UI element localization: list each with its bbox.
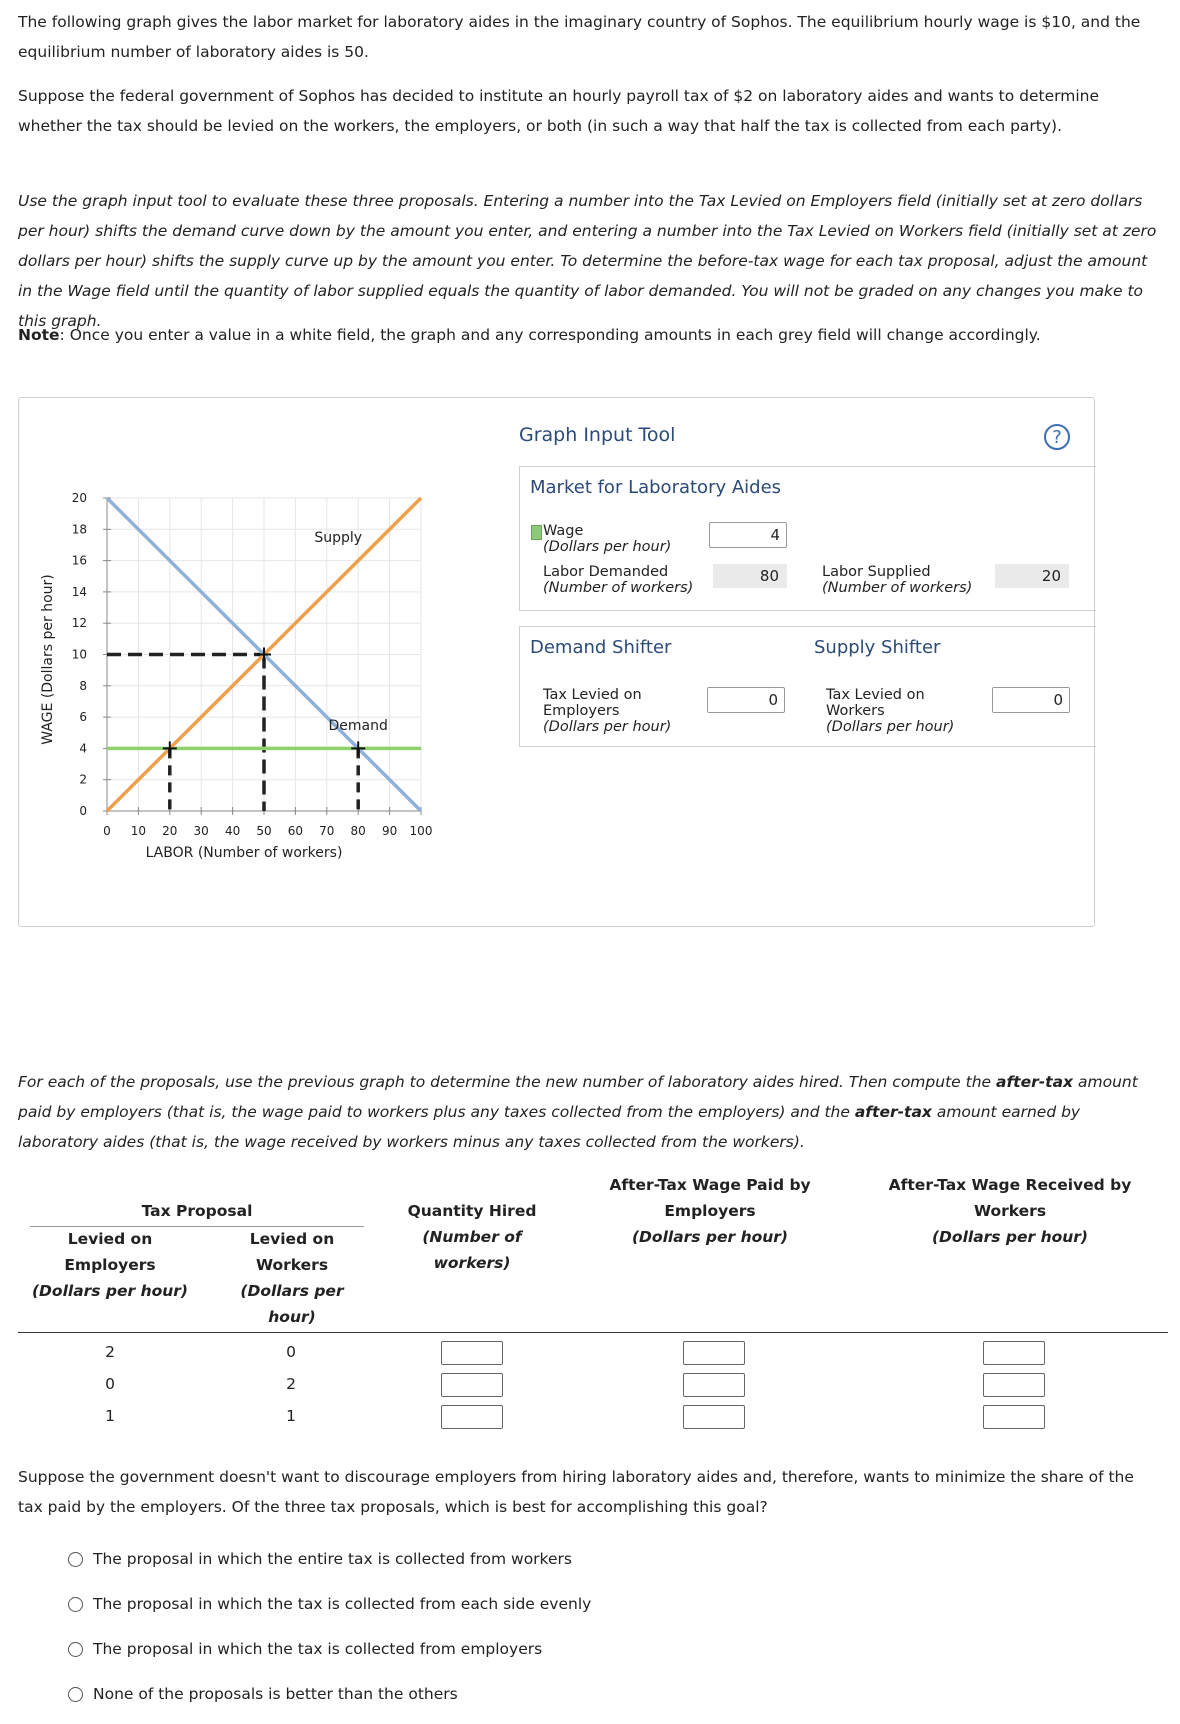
- x-tick-label: 100: [409, 824, 433, 838]
- row3-wage-paid-input[interactable]: [683, 1405, 745, 1429]
- col-header-workers: [222, 1226, 362, 1330]
- radio-button[interactable]: [68, 1642, 83, 1657]
- x-tick-label: 20: [162, 824, 178, 838]
- x-tick-label: 90: [381, 824, 398, 838]
- option-employers[interactable]: [68, 1640, 542, 1658]
- x-tick-label: 70: [319, 824, 335, 838]
- option-label: The proposal in which the entire tax is collected from workers: [93, 1550, 572, 1568]
- instructions-paragraph: Use the graph input tool to evaluate these three proposals. Entering a number into the Tax Levied on Employers field (initially set at zero dollars per hour) shifts the demand curve down by the amount you enter, and entering a number into the Tax Levied on Workers field (initially set at zero dollars per hour) shifts the supply curve up by the amount you enter. To determine the before-tax wage for each tax proposal, adjust the amount in the Wage field until the quantity of labor supplied equals the quantity of labor demanded. You will not be graded on any changes you make to this graph.: [18, 192, 1157, 330]
- option-evenly[interactable]: [68, 1595, 591, 1613]
- col-header-workers-line2: Workers: [255, 1256, 329, 1274]
- col-header-workers-line1: Levied on: [249, 1230, 335, 1248]
- option-none[interactable]: [68, 1685, 458, 1703]
- option-workers[interactable]: [68, 1550, 572, 1568]
- market-section: [519, 466, 1096, 611]
- option-label: None of the proposals is better than the others: [93, 1685, 458, 1703]
- employer-tax-label-line1: Tax Levied on: [543, 687, 642, 703]
- employer-tax-unit: (Dollars per hour): [543, 719, 672, 735]
- labor-supplied-label: [822, 564, 972, 596]
- worker-tax-label-line2: Workers: [826, 703, 885, 719]
- shifter-section: [519, 626, 1096, 747]
- x-axis-label: LABOR (Number of workers): [145, 845, 343, 861]
- row2-employers-tax: 0: [105, 1375, 115, 1393]
- col-header-quantity: [392, 1198, 552, 1276]
- wage-label-text: Wage: [543, 523, 584, 539]
- x-tick-label: 10: [130, 824, 147, 838]
- x-tick-label: 80: [350, 824, 366, 838]
- question-text-b: amount paid by employers (that is, the wage paid to workers plus any taxes collected from the employers) and the: [18, 1073, 1138, 1121]
- col-header-employers: [25, 1226, 195, 1304]
- intro-paragraph-2: Suppose the federal government of Sophos has decided to institute an hourly payroll tax of $2 on laboratory aides and wants to determine whether the tax should be levied on the workers, the employers, or both (in such a way that half the tax is collected from each party).: [18, 87, 1100, 135]
- y-tick-label: 16: [71, 553, 87, 568]
- row3-workers-tax: 1: [286, 1407, 296, 1425]
- row1-workers-tax: 0: [286, 1343, 296, 1361]
- wage-input[interactable]: 4: [709, 522, 787, 548]
- y-tick-label: 12: [71, 616, 87, 631]
- col-header-wage-paid-line2: Employers: [664, 1202, 756, 1220]
- demand-shifter-title: Demand Shifter: [530, 637, 672, 658]
- x-tick-label: 0: [103, 824, 111, 838]
- question-text-c: amount earned by laboratory aides (that is, the wage received by workers minus any taxes collected from the workers).: [18, 1103, 1081, 1151]
- x-tick-label: 50: [256, 824, 272, 838]
- option-label: The proposal in which the tax is collected from each side evenly: [93, 1595, 592, 1613]
- y-tick-label: 4: [79, 741, 87, 756]
- col-header-wage-received-unit: (Dollars per hour): [931, 1228, 1089, 1246]
- row1-wage-paid-input[interactable]: [683, 1341, 745, 1365]
- note-paragraph: [18, 320, 1158, 350]
- labor-demanded-unit-text: (Number of workers): [543, 580, 694, 596]
- wage-line-swatch: [531, 525, 542, 540]
- col-header-wage-paid-unit: (Dollars per hour): [631, 1228, 789, 1246]
- radio-button[interactable]: [68, 1552, 83, 1567]
- demand-curve-label: Demand: [328, 717, 388, 734]
- labor-supplied-unit-text: (Number of workers): [822, 580, 973, 596]
- y-tick-label: 0: [79, 804, 87, 818]
- row2-quantity-input[interactable]: [441, 1373, 503, 1397]
- row2-wage-paid-input[interactable]: [683, 1373, 745, 1397]
- graph-input-tool-title: Graph Input Tool: [519, 424, 676, 446]
- final-question-prompt: Suppose the government doesn't want to discourage employers from hiring laboratory aides and, therefore, wants to minimize the share of the tax paid by the employers. Of the three tax proposals, which is best for accomplishing this goal?: [18, 1468, 1134, 1516]
- col-header-employers-line2: Employers: [64, 1256, 156, 1274]
- labor-market-graph[interactable]: [19, 398, 489, 918]
- col-header-quantity-unit1: (Number of: [422, 1228, 522, 1246]
- intro-paragraph-1: The following graph gives the labor market for laboratory aides in the imaginary country of Sophos. The equilibrium hourly wage is $10, and the equilibrium number of laboratory aides is 50.: [18, 13, 1141, 61]
- labor-supplied-label-text: Labor Supplied: [822, 564, 931, 580]
- question-bold-2: after-tax: [854, 1103, 932, 1121]
- col-header-wage-received-line2: Workers: [973, 1202, 1047, 1220]
- col-header-workers-unit1: (Dollars per: [240, 1282, 344, 1300]
- wage-label: [543, 523, 671, 555]
- labor-demanded-label: [543, 564, 693, 596]
- col-header-employers-line1: Levied on: [67, 1230, 153, 1248]
- employer-tax-label: [543, 687, 671, 735]
- x-tick-label: 30: [193, 824, 209, 838]
- row3-quantity-input[interactable]: [441, 1405, 503, 1429]
- note-label: Note: [18, 326, 60, 344]
- col-header-wage-paid: [590, 1172, 830, 1250]
- supply-curve-label: Supply: [314, 530, 363, 547]
- y-tick-label: 20: [71, 491, 87, 505]
- y-axis-label: WAGE (Dollars per hour): [40, 574, 56, 745]
- y-tick-label: 6: [79, 710, 87, 725]
- y-tick-label: 10: [71, 647, 87, 662]
- market-section-title: Market for Laboratory Aides: [530, 477, 782, 498]
- row1-employers-tax: 2: [105, 1343, 115, 1361]
- labor-supplied-value: 20: [995, 564, 1069, 588]
- wage-unit-text: (Dollars per hour): [543, 539, 672, 555]
- radio-button[interactable]: [68, 1597, 83, 1612]
- row2-workers-tax: 2: [286, 1375, 296, 1393]
- worker-tax-label: [826, 687, 954, 735]
- row3-wage-received-input[interactable]: [983, 1405, 1045, 1429]
- col-header-workers-unit2: hour): [268, 1308, 316, 1326]
- help-icon[interactable]: ?: [1044, 424, 1070, 450]
- y-tick-label: 14: [71, 584, 87, 599]
- row1-quantity-input[interactable]: [441, 1341, 503, 1365]
- worker-tax-unit: (Dollars per hour): [826, 719, 955, 735]
- employer-tax-label-line2: Employers: [543, 703, 620, 719]
- question-text-a: For each of the proposals, use the previous graph to determine the new number of laboratory aides hired. Then compute the: [18, 1073, 996, 1091]
- row2-wage-received-input[interactable]: [983, 1373, 1045, 1397]
- col-header-wage-received-line1: After-Tax Wage Received by: [888, 1176, 1132, 1194]
- table-header-rule: [18, 1332, 1168, 1333]
- col-header-quantity-line1: Quantity Hired: [407, 1202, 537, 1220]
- graph-input-tool-panel: [18, 397, 1095, 927]
- x-tick-label: 40: [224, 824, 241, 838]
- question-paragraph: [18, 1067, 1158, 1157]
- worker-tax-label-line1: Tax Levied on: [826, 687, 925, 703]
- worker-tax-input[interactable]: 0: [992, 687, 1070, 713]
- row1-wage-received-input[interactable]: [983, 1341, 1045, 1365]
- y-tick-label: 8: [79, 678, 87, 693]
- labor-demanded-value: 80: [713, 564, 787, 588]
- col-header-employers-unit: (Dollars per hour): [31, 1282, 189, 1300]
- x-tick-label: 60: [287, 824, 304, 838]
- y-tick-label: 2: [79, 772, 87, 787]
- question-bold-1: after-tax: [995, 1073, 1074, 1091]
- col-header-wage-paid-line1: After-Tax Wage Paid by: [609, 1176, 811, 1194]
- y-tick-label: 18: [71, 522, 87, 537]
- col-header-quantity-unit2: workers): [433, 1254, 511, 1272]
- col-header-wage-received: [880, 1172, 1140, 1250]
- option-label: The proposal in which the tax is collected from employers: [93, 1640, 543, 1658]
- row3-employers-tax: 1: [105, 1407, 115, 1425]
- employer-tax-input[interactable]: 0: [707, 687, 785, 713]
- labor-demanded-label-text: Labor Demanded: [543, 564, 669, 580]
- note-text: : Once you enter a value in a white field, the graph and any corresponding amounts in each grey field will change accordingly.: [59, 326, 1041, 344]
- supply-shifter-title: Supply Shifter: [814, 637, 941, 658]
- radio-button[interactable]: [68, 1687, 83, 1702]
- tax-proposal-header: Tax Proposal: [141, 1202, 253, 1220]
